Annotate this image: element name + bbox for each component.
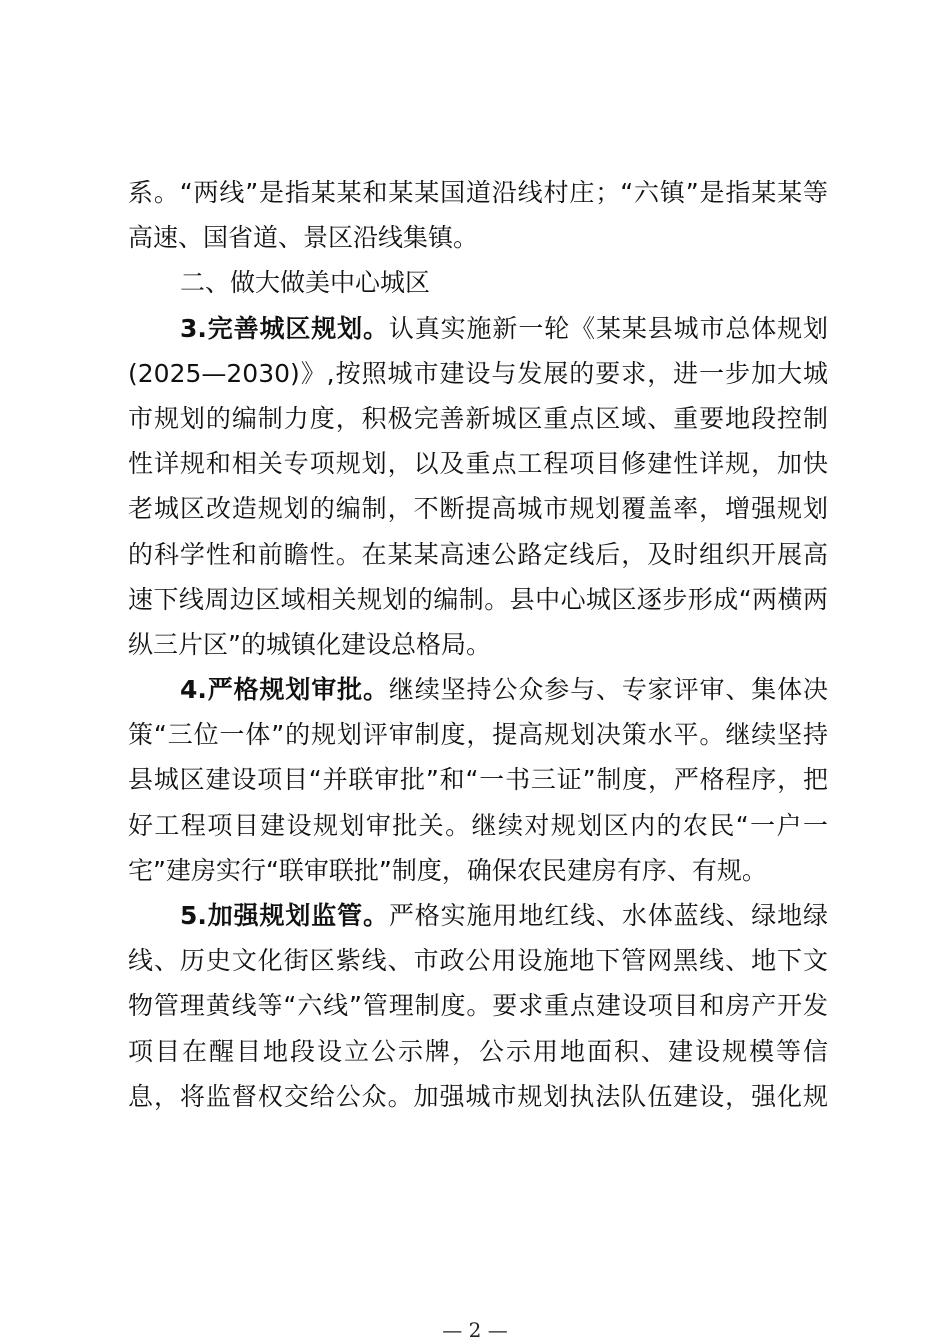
line-text: (2025—2030)》,按照城市建设与发展的要求，进一步加大城 [128, 358, 828, 388]
text-line [128, 351, 828, 396]
line-text: 息，将监督权交给公众。加强城市规划执法队伍建设，强化规 [128, 1081, 828, 1111]
line-text: 市规划的编制力度，积极完善新城区重点区域、重要地段控制 [128, 403, 828, 433]
line-text: 项目在醒目地段设立公示牌，公示用地面积、建设规模等信 [128, 1036, 828, 1066]
section-heading-line [128, 260, 828, 305]
text-line [128, 803, 828, 848]
text-line [128, 622, 828, 667]
text-line [128, 577, 828, 622]
paragraph-heading: 5.加强规划监管。 [180, 901, 389, 930]
text-line [128, 712, 828, 757]
text-line [128, 532, 828, 577]
paragraph-heading-line [128, 306, 828, 351]
line-text: 性详规和相关专项规划，以及重点工程项目修建性详规，加快 [128, 449, 828, 479]
line-text: 认真实施新一轮《某某县城市总体规划 [388, 313, 828, 343]
line-text: 线、历史文化街区紫线、市政公用设施地下管网黑线、地下文 [128, 946, 828, 976]
line-text: 的科学性和前瞻性。在某某高速公路定线后，及时组织开展高 [128, 539, 828, 569]
text-line [128, 757, 828, 802]
text-line [128, 1074, 828, 1119]
line-text: 高速、国省道、景区沿线集镇。 [128, 223, 479, 253]
text-line [128, 396, 828, 441]
paragraph-heading: 4.严格规划审批。 [180, 675, 389, 705]
line-text: 系。“两线”是指某某和某某国道沿线村庄；“六镇”是指某某等 [128, 178, 828, 207]
text-line [128, 441, 828, 486]
page-number: — 2 — [442, 1318, 508, 1342]
document-body [128, 170, 828, 1119]
line-text: 二、做大做美中心城区 [180, 268, 431, 298]
line-text: 速下线周边区域相关规划的编制。县中心城区逐步形成“两横两 [128, 584, 828, 614]
text-line [128, 486, 828, 531]
text-line [128, 1029, 828, 1074]
text-line [128, 170, 828, 215]
text-line [128, 848, 828, 893]
text-line [128, 215, 828, 260]
line-text: 宅”建房实行“联审联批”制度，确保农民建房有序、有规。 [128, 855, 767, 885]
line-text: 策“三位一体”的规划评审制度，提高规划决策水平。继续坚持 [128, 720, 828, 750]
line-text: 严格实施用地红线、水体蓝线、绿地绿 [388, 901, 828, 930]
line-text: 县城区建设项目“并联审批”和“一书三证”制度，严格程序，把 [128, 765, 828, 795]
line-text: 继续坚持公众参与、专家评审、集体决 [388, 675, 828, 705]
paragraph-heading-line [128, 667, 828, 712]
paragraph-heading-line [128, 893, 828, 938]
line-text: 纵三片区”的城镇化建设总格局。 [128, 629, 491, 659]
paragraph-heading: 3.完善城区规划。 [180, 313, 389, 343]
line-text: 物管理黄线等“六线”管理制度。要求重点建设项目和房产开发 [128, 991, 828, 1021]
text-line [128, 938, 828, 983]
text-line [128, 983, 828, 1028]
line-text: 好工程项目建设规划审批关。继续对规划区内的农民“一户一 [128, 810, 828, 840]
line-text: 老城区改造规划的编制，不断提高城市规划覆盖率，增强规划 [128, 494, 828, 524]
